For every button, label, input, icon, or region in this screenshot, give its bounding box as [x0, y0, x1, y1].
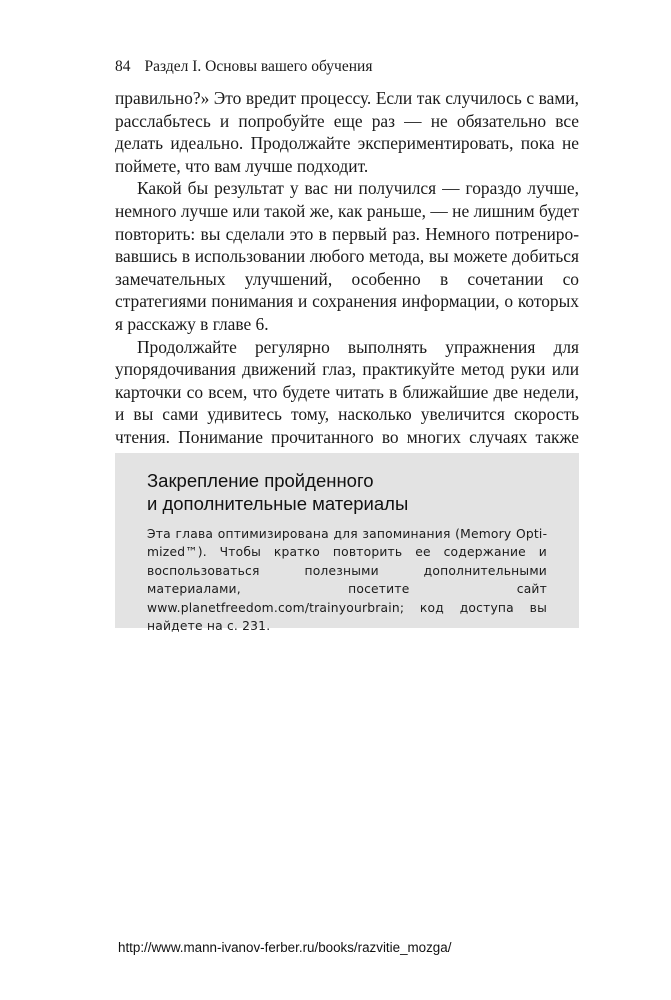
body-text: [115, 87, 579, 471]
paragraph-continued: правильно?» Это вредит процессу. Если так случилось с вами, расслабьтесь и попробуйте еще раз — не обязательно все делать идеально. Продолжайте экспериментировать, пока не поймете, что вам лучше подходит.: [115, 88, 579, 176]
paragraph: Продолжайте регулярно выполнять упражнения для упорядочивания движений глаз, практикуйте метод руки или карточки со всем, что будете читать в ближайшие две недели, и вы сами удивитесь тому, насколько увеличится скорость чтения. Понимание прочитанного во многих случаях также: [115, 336, 579, 447]
paragraph: Какой бы результат у вас ни получился — гораздо лучше, немного лучше или такой же, как раньше, — не лишним будет повторить: вы сделали это в первый раз. Немного потренировавшись в использовании любого метода, вы можете добиться замечательных улучшений, особенно в сочетании со стратегиями понимания и сохранения информации, о которых я расскажу в главе 6.: [115, 178, 579, 334]
summary-text: Эта глава оптимизирована для запоминания (Memory Optimized™). Чтобы кратко повторить ее содержание и воспользоваться полезными дополнительными материалами, посетите сайт www.planetfreedom.com/trainyourbrain; код доступа вы найдете на с. 231.: [147, 527, 547, 634]
running-head: [115, 58, 372, 76]
section-title: Раздел I. Основы вашего обучения: [144, 58, 373, 75]
summary-title-line: и дополнительные материалы: [147, 493, 409, 514]
footer-url[interactable]: http://www.mann-ivanov-ferber.ru/books/razvitie_mozga/: [118, 940, 452, 955]
page-number: 84: [115, 58, 131, 75]
summary-box: [115, 453, 579, 634]
summary-title: [147, 469, 547, 515]
summary-title-line: Закрепление пройденного: [147, 470, 374, 491]
